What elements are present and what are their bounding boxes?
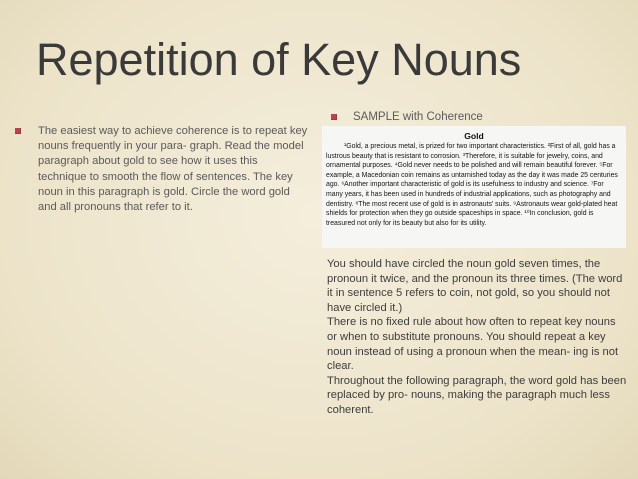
gold-sample-image (322, 126, 626, 248)
sample-bullet-icon (331, 114, 337, 120)
gold-heading: Gold (464, 131, 484, 141)
sample-label: SAMPLE with Coherence (353, 111, 483, 123)
left-bullet-text: The easiest way to achieve coherence is to repeat key nouns frequently in your para- graph. Read the model paragraph about gold to see how it uses this technique to smooth the flow of sentences. The key noun in this paragraph is gold. Circle the word gold and all pronouns that refer to it. (38, 125, 308, 214)
explanation-paragraph-3: Throughout the following paragraph, the word gold has been replaced by pro- nouns, making the paragraph much less coherent. (327, 374, 627, 416)
right-explanation (327, 257, 627, 418)
explanation-paragraph-1: You should have circled the noun gold seven times, the pronoun it twice, and the pronoun its three times. (The word it in sentence 5 refers to coin, not gold, so you should not have circled it.) (327, 258, 623, 314)
slide-title: Repetition of Key Nouns (36, 34, 522, 85)
explanation-paragraph-2: There is no fixed rule about how often to repeat key nouns or when to substitute pronouns. You should repeat a key noun instead of using a pronoun when the mean- ing is not clear. (327, 316, 619, 373)
gold-paragraph: ¹Gold, a precious metal, is prized for two important characteristics. ²First of all, gold has a lustrous beauty that is resistant to corrosion. ³Therefore, it is suitable for jewelry, coins, and ornamental purposes. ⁴Gold never needs to be polished and will remain beautiful forever. ⁵For example, a Macedonian coin remains as untarnished today as the day it was made 25 centuries ago. ⁶Another important characteristic of gold is its usefulness to industry and science. ⁷For many years, it has been used in hundreds of industrial applications, such as photography and dentistry. ⁸The most recent use of gold is in astronauts' suits. ⁹Astronauts wear gold-plated heat shields for protection when they go outside spaceships in space. ¹⁰In conclusion, gold is treasured not only for its beauty but also for its utility. (326, 143, 618, 227)
left-bullet-icon (15, 128, 21, 134)
